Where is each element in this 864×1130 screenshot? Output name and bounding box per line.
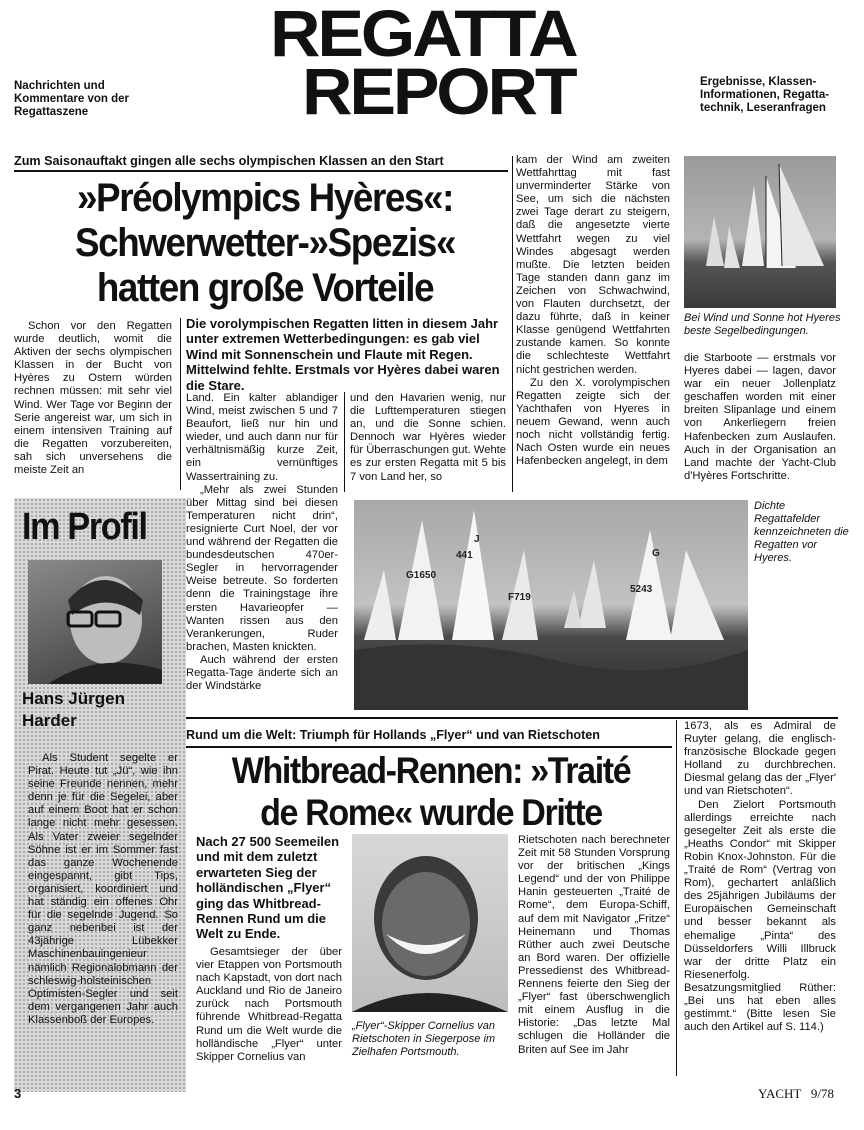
article1-col1: Schon vor den Regatten wurde deutlich, womit die Aktiven der sechs olympischen Klassen in der Bucht von Hyères zu Ostern würden rechnen müssen: mit sehr viel Wind. Wer Tage vor Beginn der Serie angereist war, um sich in einem intensiven Training auf die Regatten vorzubereiten, sah sich unversehens die meiste Zeit an	[14, 320, 172, 477]
article2-top-rule	[186, 717, 838, 719]
sail-number-1: G1650	[406, 570, 437, 581]
article2-col3: 1673, als es Admiral de Ruyter gelang, die englisch-französische Blockade gegen Holland zu durchbrechen. Diesmal gelang das der „Flyer' und van Rietschoten“. Den Zielort Portsmouth allerdings erreichte nach gesegelter Zeit als erste die „Heaths Condor“ mit Skipper Robin Knox-Johnston. Für die „Traité de Rom“ (Vertrag von Rom), gechartert anläßlich des 25jährigen Jubiläums der Europäischen Gemeinschaft und besser bekannt als ehemalige „Pinta“ des Düsseldorfers Willi Illbruck war der dritte Platz ein Riesenerfolg. Besatzungsmitglied Rüther: „Bei uns hat eben alles gestimmt.“ (Bitte lesen Sie auch den Artikel auf S. 114.)	[684, 720, 836, 1034]
article2-col2: Rietschoten nach berechneter Zeit mit 58 Stunden Vorsprung vor der britischen „Kings Legend“ und der von Philippe Hanin gesteuerten „Traité de Rome“, dem Europa-Schiff, auf dem mit Navigator „Fritze“ Heinemann und Thomas Rüther auch zwei Deutsche an Bord waren. Der offizielle Pressedienst des Whitbread-Rennens feierte den Sieg der „Flyer“ fast überschwenglich mit einem Ausflug in die Historie: „Das letzte Mal schlugen die Holländer die Briten auf See im Jahr	[518, 834, 670, 1056]
masthead-left-tagline: Nachrichten und Kommentare von der Regattaszene	[14, 80, 130, 119]
regatta-fleet-illustration	[354, 500, 748, 710]
masthead-line2: REPORT	[302, 54, 575, 128]
sail-number-5: J	[474, 534, 480, 545]
profile-name	[22, 688, 125, 732]
article1-headline-line2: Schwerwetter-»Spezis«	[74, 221, 456, 265]
article1-col-divider-3	[512, 156, 513, 492]
article1-col4: kam der Wind am zweiten Wettfahrttag mit fast unverminderter Stärke von See, um sich die nächsten zwei Tage derart zu steigern, daß die angesetzte vierte Wettfahrt wegen zu viel Windes abgesagt werden mußte. Die letzten beiden Tage standen dann ganz im Zeichen von Schwachwind, von Flauten durchsetzt, der dazu führte, daß in keiner Klasse genügend Wettfahrten zustande kamen. So konnte die schlechteste Wettfahrt nicht gestrichen werden. Zu den X. vorolympischen Regatten zeigte sich der Yachthafen von Hyeres in neuem Gewand, wenn auch noch nicht vollständig fertig. Nach Osten wurde ein neues Hafenbecken angelegt, in dem	[516, 154, 670, 468]
article2-kicker: Rund um die Welt: Triumph für Hollands „Flyer“ und van Rietschoten	[186, 728, 600, 742]
profile-portrait	[28, 560, 162, 684]
article1-col3: und den Havarien wenig, nur die Lufttemperaturen stiegen an, und die Sonne schien. Dennoch war Hyères wieder für Überraschungen gut. Wehte es zur ersten Regatta mit 5 bis 7 von Land her, so	[350, 392, 506, 483]
regatta-photo-large	[354, 500, 748, 710]
article2-headline	[206, 750, 657, 834]
profile-title: Im Profil	[22, 506, 147, 548]
profile-name-line1: Hans Jürgen	[22, 689, 125, 708]
sail-number-4: 5243	[630, 584, 653, 595]
portrait-illustration	[28, 560, 162, 684]
sail-number-6: G	[652, 548, 660, 559]
article2-headline-line2: de Rome« wurde Dritte	[260, 792, 602, 833]
article1-col-divider	[180, 318, 181, 490]
skipper-photo	[352, 834, 508, 1012]
masthead-line1: REGATTA	[270, 0, 576, 70]
article2-kicker-rule	[186, 746, 672, 748]
page-number: 3	[14, 1086, 22, 1101]
article1-headline	[40, 176, 491, 311]
article2-col-divider-right	[676, 720, 677, 1076]
photo1-caption: Bei Wind und Sonne hot Hyeres beste Segelbedingungen.	[684, 312, 841, 337]
sailboats-illustration	[684, 156, 836, 308]
article1-kicker: Zum Saisonauftakt gingen alle sechs olympischen Klassen an den Start	[14, 154, 444, 168]
regatta-photo-small	[684, 156, 836, 308]
article1-headline-line1: »Préolympics Hyères«:	[76, 176, 454, 220]
article1-lead: Die vorolympischen Regatten litten in diesem Jahr unter extremen Wetterbedingungen: es gab viel Wind mit Sonnenschein und Flaute mit Regen. Mittelwind fehlte. Erstmals vor Hyères dabei waren die Stare.	[186, 316, 500, 393]
skipper-illustration	[352, 834, 508, 1012]
article1-kicker-rule	[14, 170, 508, 172]
sail-number-2: 441	[456, 550, 473, 561]
sail-number-3: F719	[508, 592, 531, 603]
profile-name-line2: Harder	[22, 711, 77, 730]
article1-col-divider-2	[344, 392, 345, 492]
article1-col5: die Starboote — erstmals vor Hyeres dabei — lagen, davor war ein neuer Jollenplatz geschaffen worden mit einer breiten Slipanlage und einem von Ankerliegern freien Hafenbecken zum Auslaufen. Auch in der Organisation an Land machte der Yacht-Club d'Hyères Fortschritte.	[684, 352, 836, 482]
skipper-photo-caption: „Flyer“-Skipper Cornelius van Rietschoten in Siegerpose im Zielhafen Portsmouth.	[352, 1020, 496, 1058]
article2-col1: Gesamtsieger der über vier Etappen von Portsmouth nach Kapstadt, von dort nach Auckland und Rio de Janeiro zurück nach Portsmouth führende Whitbread-Regatta Rund um die Welt wurde die holländische „Flyer“ unter Skipper Cornelius van	[196, 946, 342, 1063]
photo2-caption: Dichte Regattafelder kennzeichneten die Regatten vor Hyeres.	[754, 500, 849, 564]
masthead-right-tagline: Ergebnisse, Klassen-Informationen, Regatta-technik, Leseranfragen	[700, 76, 830, 115]
article2-lead: Nach 27 500 Seemeilen und mit dem zuletzt erwarteten Sieg der holländischen „Flyer“ ging das Whitbread-Rennen Rund um die Welt zu Ende.	[196, 834, 340, 942]
profile-body: Als Student segelte er Pirat. Heute tut „Jü“, wie ihn seine Freunde nennen, mehr denn je für die Segelei, aber auf einem Boot hat er schon lange nicht mehr gesessen. Als Vater zweier segelnder Söhne ist er im Sommer fast das ganze Wochenende eingespannt, gibt Tips, organisiert, koordiniert und hat ständig ein offenes Ohr für die segelnde Jugend. So ganz nebenbei ist der 43jährige Lübekker Maschinenbauingenieur nämlich Regionalobmann der schleswig-holsteinischen Optimisten-Segler und seit dem vergangenen Jahr auch Klassenboß der Europes.	[28, 752, 178, 1026]
article1-col2: Land. Ein kalter ablandiger Wind, meist zwischen 5 und 7 Beaufort, ließ nur hin und wieder, und auch dann nur für verhältnismäßig kurze Zeit, ein vernünftiges Wassertraining zu. „Mehr als zwei Stunden über Mittag sind bei diesen Temperaturen nicht drin“, resignierte Curt Noel, der vor und während der Regatten die bundesdeutschen 470er-Segler in hervorragender Weise betreute. So forderten denn die Trainingstage ihre ersten Havarieopfer — Wanten rissen aus den Verankerungen, Ruder brachen, Masten knickten. Auch während der ersten Regatta-Tage änderte sich an der Windstärke	[186, 392, 338, 693]
article1-headline-line3: hatten große Vorteile	[96, 266, 434, 310]
article2-headline-line1: Whitbread-Rennen: »Traité	[231, 750, 631, 791]
issue-label: YACHT 9/78	[758, 1086, 834, 1101]
